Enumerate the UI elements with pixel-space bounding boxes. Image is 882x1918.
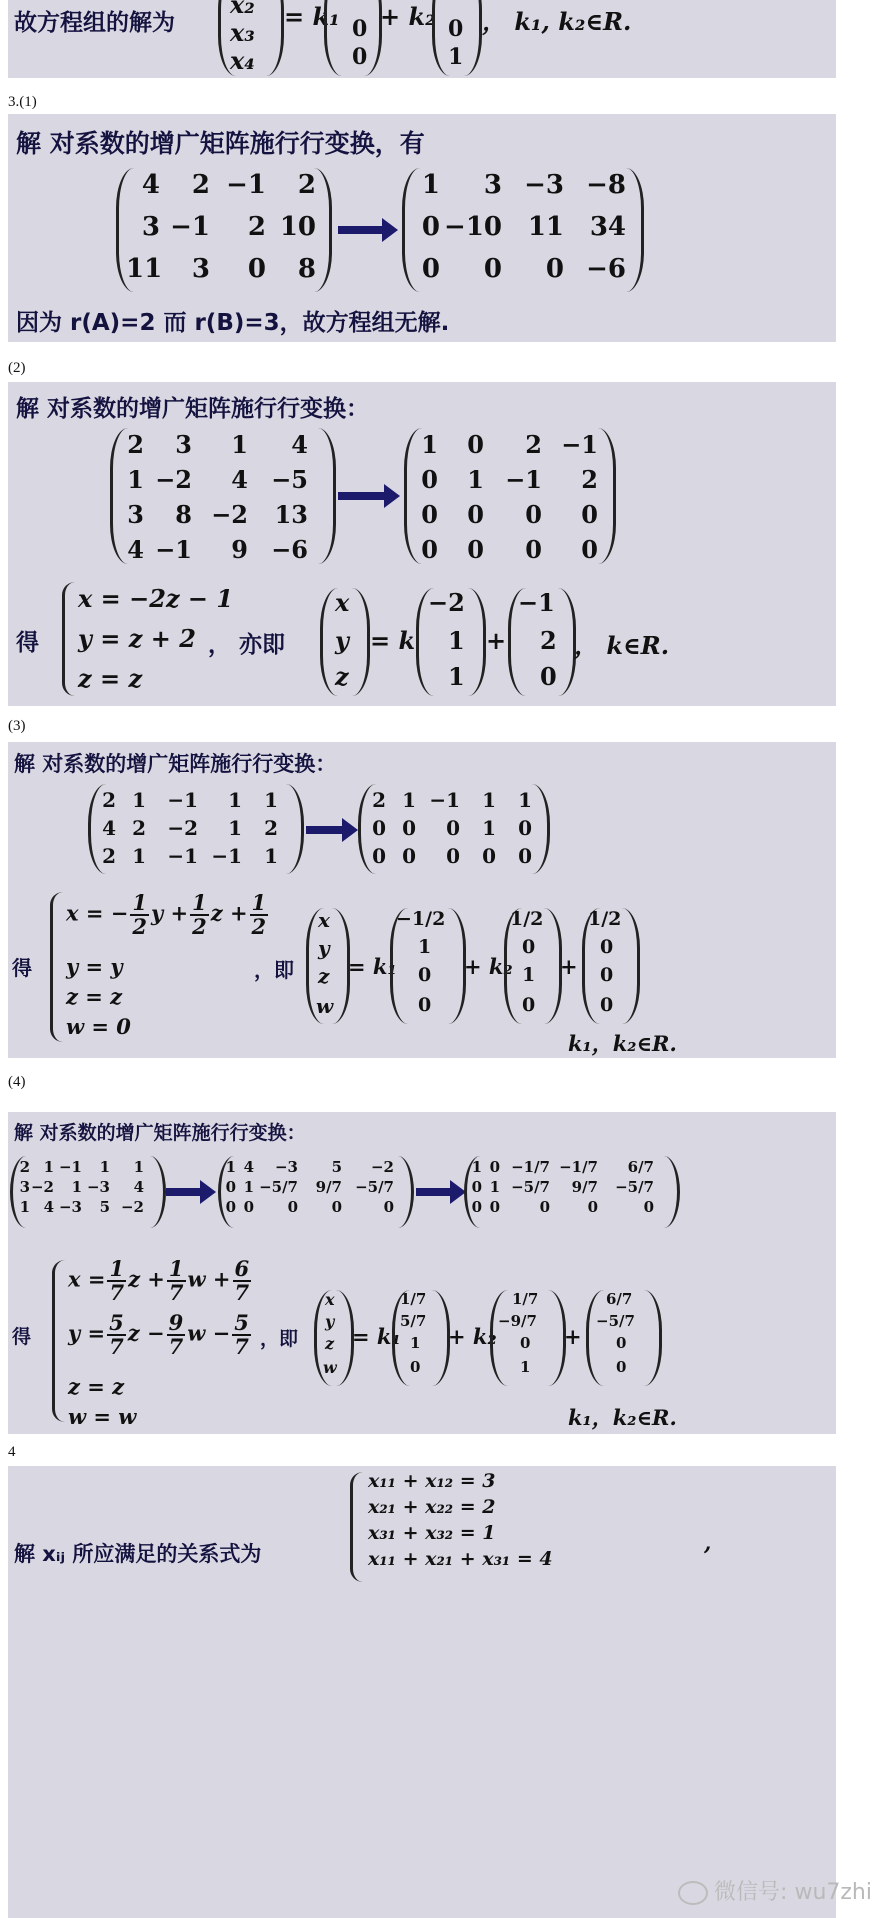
- v3-b: 0: [600, 936, 614, 958]
- v1-c: 0: [418, 964, 432, 986]
- header: 解 对系数的增广矩阵施行行变换：: [14, 752, 337, 776]
- v1-b: 1: [418, 936, 432, 958]
- label-3: (3): [8, 718, 26, 734]
- v1-c: 0: [352, 44, 368, 70]
- v3-a: 6/7: [606, 1290, 633, 1308]
- k2: + k₂: [448, 1324, 497, 1349]
- panel-3-1: [8, 114, 836, 342]
- var-z: z: [325, 1334, 335, 1353]
- v3-c: 0: [616, 1334, 627, 1352]
- var-x: x: [335, 588, 350, 617]
- k1: = k₁: [352, 1324, 401, 1349]
- k1: = k₁: [348, 954, 397, 979]
- v1-b: 1: [448, 626, 465, 655]
- v2-b: −9/7: [498, 1312, 537, 1330]
- v2-d: 0: [522, 994, 536, 1016]
- v3-d: 0: [616, 1358, 627, 1376]
- panel-solution-top: [8, 0, 836, 78]
- eq-1: x₁₁ + x₁₂ = 3: [368, 1470, 496, 1492]
- matrix-A-grid: 4 2 −1 2 3 −1 2 10 11 3 0 8: [126, 170, 316, 284]
- eq-4: x₁₁ + x₂₁ + x₃₁ = 4: [368, 1548, 553, 1570]
- v1-d: 0: [418, 994, 432, 1016]
- v2-c: 1: [448, 44, 464, 70]
- comma: ,: [704, 1530, 712, 1555]
- var-y: y: [335, 626, 349, 655]
- eq-2: x₂₁ + x₂₂ = 2: [368, 1496, 496, 1518]
- de: 得: [12, 1326, 32, 1348]
- eq-y: y = $\frac{5}{7}$ z − $\frac{9}{7}$ w − $\frac{5}{7}$: [68, 1310, 249, 1360]
- header: 解 对系数的增广矩阵施行行变换，有: [16, 129, 425, 158]
- v2-d: 1: [520, 1358, 531, 1376]
- brace-icon: [50, 892, 63, 1042]
- matrix-B-grid: 2 1 −1 1 1 0 0 0 1 0 0 0 0 0 0: [372, 788, 532, 868]
- var-y: y: [325, 1312, 335, 1331]
- v1-c: 1: [448, 662, 465, 691]
- v2-c: 0: [540, 662, 557, 691]
- label-3-1: 3.(1): [8, 94, 37, 110]
- solution-text: 故方程组的解为: [14, 10, 175, 36]
- v1-b: 5/7: [400, 1312, 427, 1330]
- de: 得: [16, 630, 39, 656]
- ji: ，即: [254, 958, 294, 982]
- arrow-icon: [338, 226, 384, 234]
- eq-y: y = y: [66, 954, 123, 979]
- arrow-icon: [416, 1188, 452, 1196]
- matrix-A-grid: 2 3 1 4 1 −2 4 −5 3 8 −2 13 4 −1 9 −6: [127, 430, 308, 564]
- plus: +: [486, 626, 507, 655]
- v2-b: 2: [540, 626, 557, 655]
- var-w: w: [316, 994, 334, 1018]
- k2: + k₂: [464, 954, 513, 979]
- var-z: z: [318, 964, 330, 988]
- eq-w: w = w: [68, 1404, 137, 1429]
- arrow-icon: [166, 1188, 202, 1196]
- plus: +: [564, 1324, 582, 1349]
- v1-a: −2: [428, 588, 465, 617]
- eq-z: z = z: [78, 664, 143, 693]
- eq-z: z = z: [66, 984, 123, 1009]
- label-4-problem: 4: [8, 1444, 16, 1460]
- watermark: 微信号: wu7zhi: [678, 1875, 872, 1906]
- v3-a: 1/2: [588, 908, 622, 930]
- panel-2: [8, 382, 836, 706]
- plus: +: [560, 954, 578, 979]
- brace-icon: [52, 1260, 65, 1422]
- v3-c: 0: [600, 964, 614, 986]
- var-x: x: [325, 1290, 335, 1309]
- tail: ， k∈R.: [574, 631, 670, 660]
- relation-text: 解 xᵢⱼ 所应满足的关系式为: [14, 1542, 262, 1566]
- var-x2: x₂: [230, 0, 255, 19]
- label-2: (2): [8, 360, 26, 376]
- eq-k: = k: [370, 626, 416, 655]
- eq-z: z = z: [68, 1374, 125, 1399]
- arrow-icon: [338, 492, 386, 500]
- matrix-B-grid: 1 3 −3 −8 0 −10 11 34 0 0 0 −6: [421, 170, 626, 284]
- yiji: ， 亦即: [208, 632, 286, 658]
- v2-b: 0: [522, 936, 536, 958]
- de: 得: [12, 956, 32, 980]
- matrix-A-grid: 2 1 −1 1 1 4 2 −2 1 2 2 1 −1 −1 1: [102, 788, 278, 868]
- v1-d: 0: [410, 1358, 421, 1376]
- v1-a: 1/7: [400, 1290, 427, 1308]
- tail: k₁，k₂∈R.: [568, 1405, 677, 1430]
- tail: ， k₁, k₂∈R.: [482, 7, 632, 36]
- v2-a: 1/7: [512, 1290, 539, 1308]
- v3-d: 0: [600, 994, 614, 1016]
- eq-k1: = k₁: [284, 2, 340, 31]
- matrix-C-grid: 1 0 −1/7 −1/7 6/7 0 1 −5/7 9/7 −5/7 0 0 0 0 0: [471, 1158, 654, 1216]
- v2-a: 1/2: [510, 908, 544, 930]
- header: 解 对系数的增广矩阵施行行变换：: [16, 396, 370, 422]
- panel-3: [8, 742, 836, 1058]
- var-w: w: [323, 1358, 337, 1377]
- v2-c: 1: [522, 964, 536, 986]
- v1-c: 1: [410, 1334, 421, 1352]
- ji: ，即: [260, 1328, 299, 1350]
- eq-x: x = − $\frac{1}{2}$ y + $\frac{1}{2}$ z + $\frac{1}{2}$: [66, 890, 267, 940]
- label-4: (4): [8, 1074, 26, 1090]
- eq-y: y = z + 2: [78, 624, 196, 653]
- var-z: z: [335, 662, 349, 691]
- conclusion: 因为 r(A)=2 而 r(B)=3，故方程组无解.: [16, 310, 450, 336]
- v1-a: −1/2: [396, 908, 446, 930]
- arrow-icon: [306, 826, 344, 834]
- plus-k2: + k₂: [380, 2, 436, 31]
- eq-x: x = $\frac{1}{7}$ z + $\frac{1}{7}$ w + $\frac{6}{7}$: [68, 1256, 250, 1306]
- eq-3: x₃₁ + x₃₂ = 1: [368, 1522, 496, 1544]
- header: 解 对系数的增广矩阵施行行变换：: [14, 1122, 306, 1144]
- wechat-icon: [678, 1881, 708, 1905]
- var-x: x: [318, 908, 330, 932]
- matrix-B-grid: 1 0 2 −1 0 1 −1 2 0 0 0 0 0 0 0 0: [421, 430, 598, 564]
- panel-problem-4: [8, 1466, 836, 1918]
- brace-icon: [62, 582, 75, 696]
- v2-b: 0: [448, 16, 464, 42]
- var-x3: x₃: [230, 18, 255, 47]
- matrix-A-grid: 2 1 −1 1 1 3 −2 1 −3 4 1 4 −3 5 −2: [19, 1158, 144, 1216]
- eq-w: w = 0: [66, 1014, 131, 1039]
- var-y: y: [318, 936, 330, 960]
- eq-x: x = −2z − 1: [78, 584, 234, 613]
- v2-c: 0: [520, 1334, 531, 1352]
- panel-4: [8, 1112, 836, 1434]
- matrix-B-grid: 1 4 −3 5 −2 0 1 −5/7 9/7 −5/7 0 0 0 0 0: [225, 1158, 394, 1216]
- var-x4: x₄: [230, 46, 255, 75]
- brace-icon: [350, 1472, 363, 1582]
- v3-b: −5/7: [596, 1312, 635, 1330]
- v2-a: −1: [518, 588, 555, 617]
- v1-b: 0: [352, 16, 368, 42]
- tail: k₁，k₂∈R.: [568, 1031, 677, 1056]
